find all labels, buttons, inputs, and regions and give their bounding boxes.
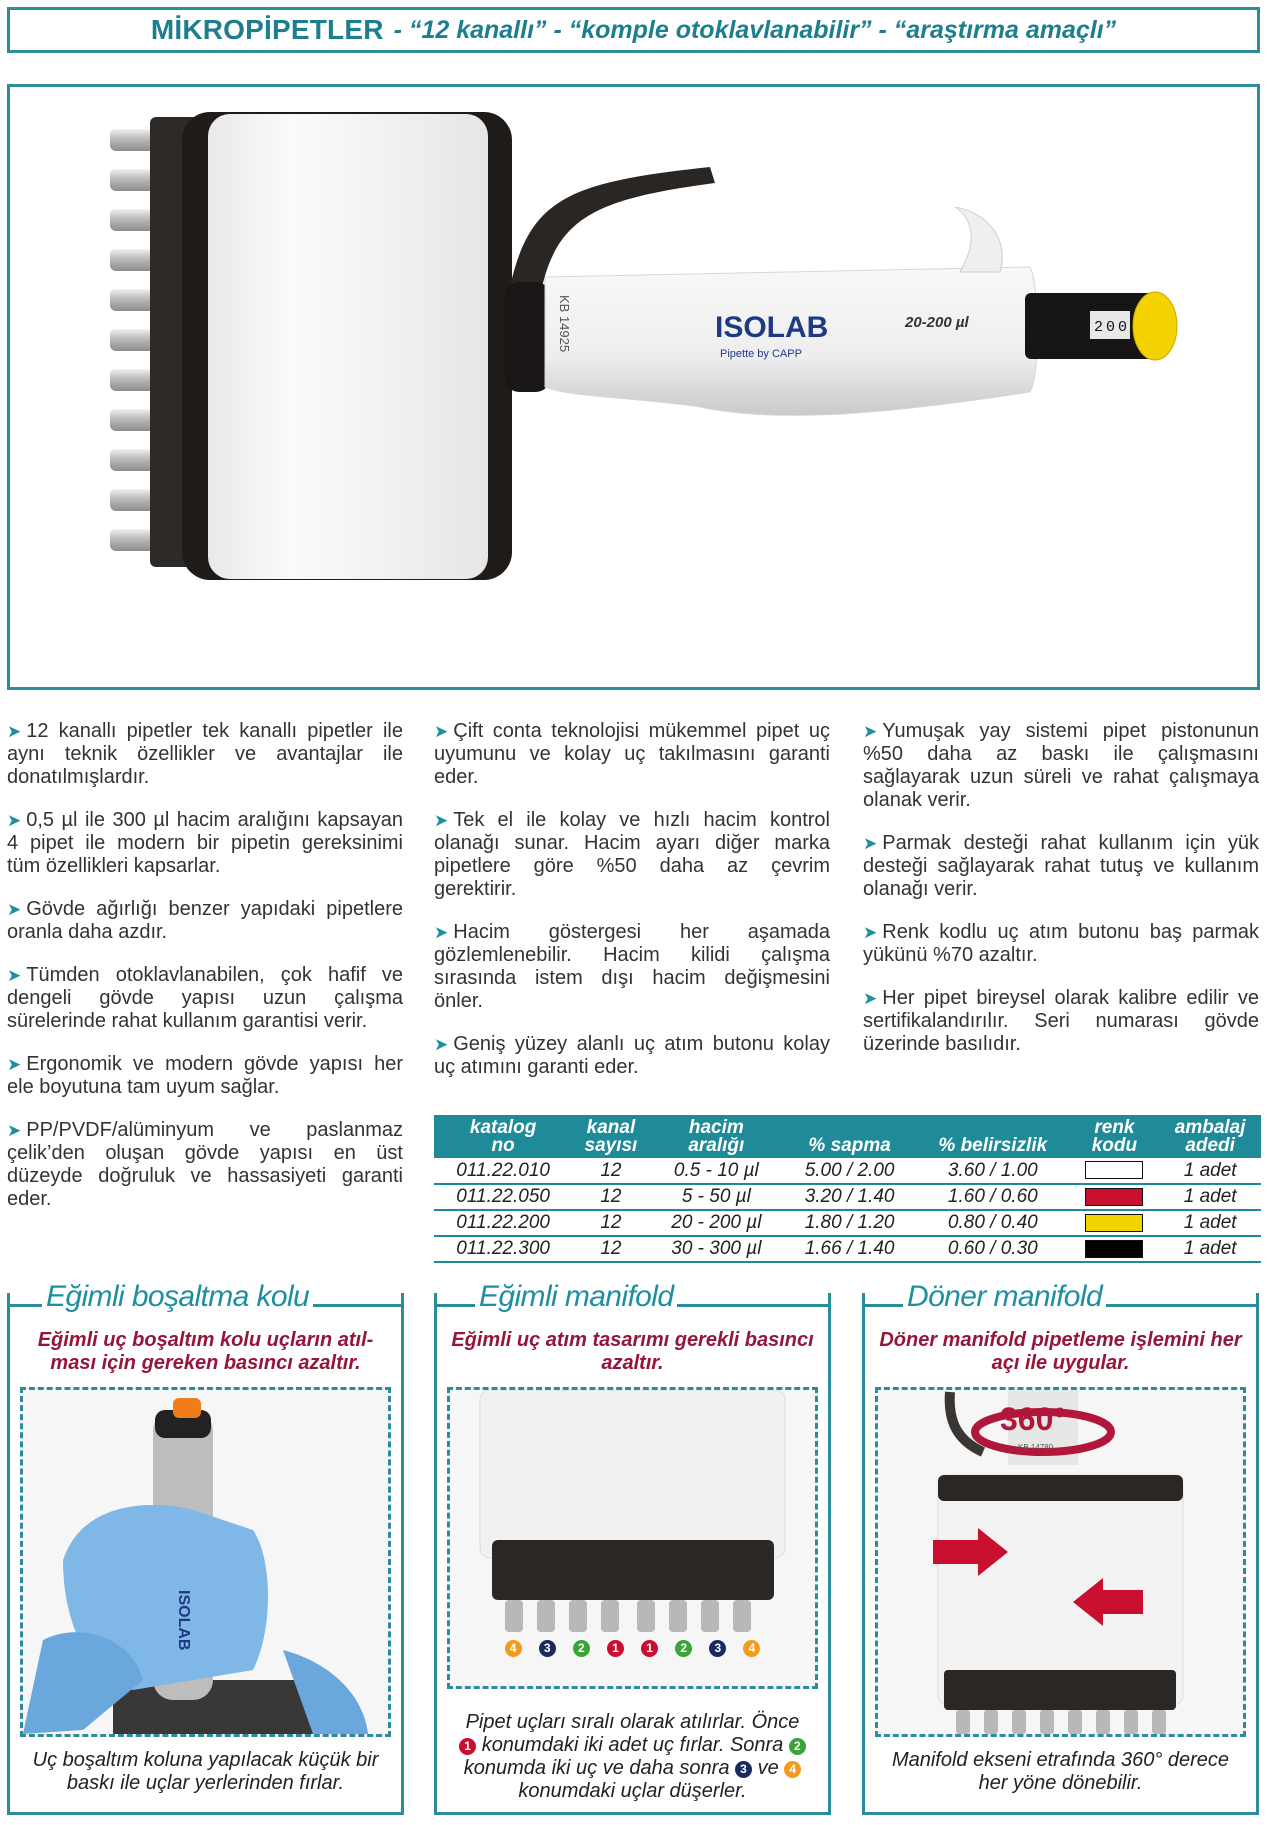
rotation-icon: 360° [1000,1401,1067,1437]
panel-title-rotating: Döner manifold [903,1280,1106,1314]
counter-digit: 0 [1106,319,1116,336]
col-header-deviation: % sapma [783,1115,916,1158]
spec-table [434,1115,1261,1263]
photo-rotating-manifold [875,1387,1246,1737]
order-badge: 4 [505,1640,522,1657]
feature-item: ➤ 0,5 µl ile 300 µl hacim aralığını kapsayan 4 pipet ile modern bir pipetin gereksinimi tüm özellikleri kapsarlar. [7,809,403,877]
feature-item: ➤ Çift conta teknolojisi mükemmel pipet uç uyumunu ve kolay uç takılmasını garanti eder. [434,720,830,788]
panel-description: Döner manifold pipetleme işlemini her açı ile uygular. [879,1329,1242,1374]
page-title: MİKROPİPETLER [150,14,384,45]
panel-title-manifold: Eğimli manifold [475,1280,677,1314]
page-header [7,7,1260,53]
panel-rotating-manifold [862,1293,1259,1815]
feature-item: ➤ Ergonomik ve modern gövde yapısı her ele boyutuna tam uyum sağlar. [7,1053,403,1098]
table-row: 011.22.300 12 30 - 300 µl 1.66 / 1.40 0.60 / 0.30 1 adet [434,1236,1261,1262]
feature-item: ➤ Renk kodlu uç atım butonu baş parmak yükünü %70 azaltır. [863,921,1259,966]
chevron-right-icon: ➤ [434,811,449,830]
feature-item: ➤ PP/PVDF/alüminyum ve paslanmaz çelik’den oluşan gövde yapısı en üst düzeyde doğruluk ve hassasiyeti garanti eder. [7,1119,403,1210]
page-subtitle: - “12 kanallı” - “komple otoklavlanabilir” - “araştırma amaçlı” [393,15,1117,44]
color-code-swatch [1085,1240,1143,1258]
color-code-swatch [1085,1214,1143,1232]
volume-label: 20-200 µl [905,314,969,331]
panel-description: Eğimli uç atım tasarımı gerekli basıncı azaltır. [451,1329,814,1374]
table-row: 011.22.200 12 20 - 200 µl 1.80 / 1.20 0.80 / 0.40 1 adet [434,1210,1261,1236]
order-badge: 2 [573,1640,590,1657]
isolab-logo: ISOLAB [715,311,829,344]
counter-digit: 2 [1094,319,1104,336]
table-header-row [434,1115,1261,1158]
feature-item: ➤ Hacim göstergesi her aşamada gözlemlenebilir. Hacim kilidi çalışma sırasında istem dışı hacim değişmesini önler. [434,921,830,1012]
order-badge: 2 [675,1640,692,1657]
feature-item: ➤ 12 kanallı pipetler tek kanallı pipetler ile aynı teknik özellikler ve avantajlar ile donatılmışlardır. [7,720,403,788]
order-badge: 4 [743,1640,760,1657]
chevron-right-icon: ➤ [863,834,878,853]
chevron-right-icon: ➤ [434,1035,449,1054]
model-code: KB 14925 [557,295,572,353]
chevron-right-icon: ➤ [7,900,22,919]
col-header-catalog: katalog no [434,1115,572,1158]
panel-caption: Uç boşaltım koluna yapılacak küçük bir baskı ile uçlar yerlerinden fırlar. [32,1749,379,1794]
capp-logo: Pipette by CAPP [720,348,802,360]
panel-caption: Pipet uçları sıralı olarak atılırlar. Önce 1 konumdaki iki adet uç fırlar. Sonra 2 konumda iki uç ve daha sonra 3 ve 4 konumdaki uçlar düşerler. [437,1711,828,1803]
chevron-right-icon: ➤ [7,1121,22,1140]
isolab-logo: ISOLAB [175,1590,192,1651]
badge-row [450,1640,815,1657]
chevron-right-icon: ➤ [7,1055,22,1074]
panel-caption: Manifold ekseni etrafında 360° derece her yöne dönebilir. [891,1749,1230,1794]
feature-item: ➤ Gövde ağırlığı benzer yapıdaki pipetlere oranla daha azdır. [7,898,403,943]
feature-item: ➤ Parmak desteği rahat kullanım için yük desteği sağlayarak rahat tutuş ve kullanım olanağı verir. [863,832,1259,900]
feature-item: ➤ Geniş yüzey alanlı uç atım butonu kolay uç atımını garanti eder. [434,1033,830,1078]
order-badge: 1 [607,1640,624,1657]
model-code: KB 14780 [1018,1443,1054,1452]
features-column-1 [7,720,403,1231]
feature-item: ➤ Tek el ile kolay ve hızlı hacim kontrol olanağı sunar. Hacim ayarı diğer marka pipetlere göre %50 daha az çevrim gerektirir. [434,809,830,900]
panel-title-ejector: Eğimli boşaltma kolu [42,1280,313,1314]
product-hero-image [7,84,1260,690]
multichannel-pipette-illustration [10,87,1257,687]
counter-digit: 0 [1118,319,1128,336]
col-header-range: hacim aralığı [650,1115,784,1158]
feature-item: ➤ Yumuşak yay sistemi pipet pistonunun %50 daha az baskı ile çalışmasını sağlayarak uzun süreli ve rahat çalışmaya olanak verir. [863,720,1259,811]
order-badge: 1 [641,1640,658,1657]
panel-tip-ejector [7,1293,404,1815]
chevron-right-icon: ➤ [863,923,878,942]
chevron-right-icon: ➤ [863,989,878,1008]
order-badge: 3 [709,1640,726,1657]
chevron-right-icon: ➤ [7,722,22,741]
table-row: 011.22.050 12 5 - 50 µl 3.20 / 1.40 1.60 / 0.60 1 adet [434,1184,1261,1210]
color-code-swatch [1085,1161,1143,1179]
panel-angled-manifold [434,1293,831,1815]
panel-description: Eğimli uç boşaltım kolu uçların atıl-ması için gereken basıncı azaltır. [37,1329,374,1374]
feature-item: ➤ Her pipet bireysel olarak kalibre edilir ve sertifikalandırılır. Seri numarası gövde üzerinde basılıdır. [863,987,1259,1055]
order-badge: 3 [539,1640,556,1657]
photo-manifold-tips [447,1387,818,1689]
col-header-color: renk kodu [1070,1115,1160,1158]
feature-item: ➤ Tümden otoklavlanabilen, çok hafif ve dengeli gövde yapısı uzun çalışma sürelerinde rahat kullanım garantisi verir. [7,964,403,1032]
chevron-right-icon: ➤ [7,811,22,830]
chevron-right-icon: ➤ [7,966,22,985]
photo-hand-pipette [20,1387,391,1737]
table-row: 011.22.010 12 0.5 - 10 µl 5.00 / 2.00 3.60 / 1.00 1 adet [434,1158,1261,1184]
features-column-3 [863,720,1259,1076]
color-code-swatch [1085,1188,1143,1206]
chevron-right-icon: ➤ [434,923,449,942]
features-column-2 [434,720,830,1099]
col-header-channels: kanal sayısı [572,1115,649,1158]
col-header-uncertainty: % belirsizlik [916,1115,1069,1158]
col-header-pack: ambalaj adedi [1159,1115,1261,1158]
chevron-right-icon: ➤ [434,722,449,741]
chevron-right-icon: ➤ [863,722,878,741]
